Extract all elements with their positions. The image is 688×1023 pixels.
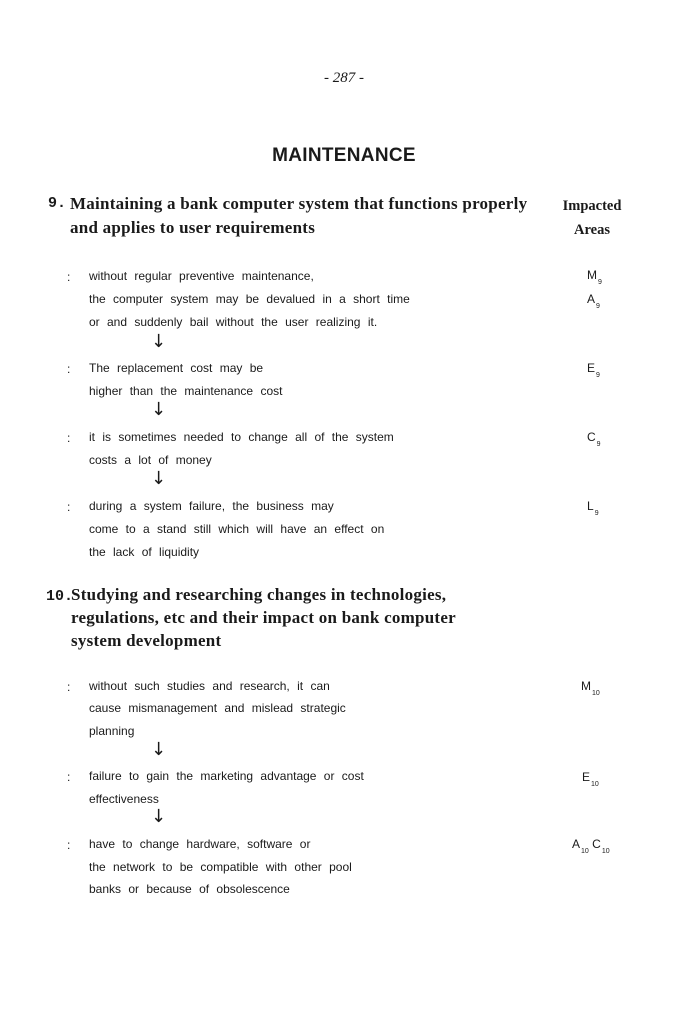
- item-text-line: or and suddenly bail without the user realizing it.: [89, 315, 378, 329]
- item-text-line: the lack of liquidity: [89, 545, 200, 559]
- section-10-heading-line-1: Studying and researching changes in technologies,: [71, 585, 447, 604]
- item-bullet-colon: :: [67, 270, 71, 284]
- item-text-line: costs a lot of money: [89, 453, 212, 467]
- impact-code: $E_9$: [587, 361, 600, 379]
- item-bullet-colon: :: [67, 770, 71, 784]
- item-text-line: during a system failure, the business may: [89, 499, 334, 513]
- item-text-line: come to a stand still which will have an effect on: [89, 522, 385, 536]
- impact-code: $E_{10}$: [582, 770, 599, 788]
- impact-code: $M_9$: [587, 268, 602, 286]
- item-text-line: The replacement cost may be: [89, 361, 264, 375]
- item-text-line: without such studies and research, it can: [89, 679, 330, 693]
- down-arrow-icon: ↓: [151, 399, 167, 420]
- impact-code: $C_9$: [587, 430, 601, 448]
- item-text-line: without regular preventive maintenance,: [89, 269, 314, 283]
- item-text-line: effectiveness: [89, 792, 159, 806]
- item-bullet-colon: :: [67, 362, 71, 376]
- item-text-line: cause mismanagement and mislead strategic: [89, 701, 346, 715]
- down-arrow-icon: ↓: [151, 468, 167, 489]
- item-text-line: the network to be compatible with other pool: [89, 860, 352, 874]
- impact-header-line-2: Areas: [574, 222, 610, 238]
- section-10-heading-line-2: regulations, etc and their impact on bank computer: [71, 608, 456, 627]
- item-text-line: have to change hardware, software or: [89, 837, 311, 851]
- section-9-heading-line-2: and applies to user requirements: [70, 218, 316, 237]
- impact-code: $A_9$: [587, 292, 600, 310]
- item-text-line: banks or because of obsolescence: [89, 882, 290, 896]
- section-9-heading-line-1: Maintaining a bank computer system that functions properly: [70, 194, 528, 213]
- down-arrow-icon: ↓: [151, 331, 167, 352]
- page-number: - 287 -: [324, 70, 364, 86]
- item-bullet-colon: :: [67, 500, 71, 514]
- impact-header-line-1: Impacted: [562, 198, 622, 214]
- item-bullet-colon: :: [67, 838, 71, 852]
- impact-code-pair: $A_{10}$ $C_{10}$: [572, 837, 610, 855]
- item-text-line: failure to gain the marketing advantage or cost: [89, 769, 364, 783]
- impact-code: $L_9$: [587, 499, 599, 517]
- section-10-number: 10.: [46, 588, 74, 605]
- section-10-heading-line-3: system development: [71, 631, 222, 650]
- impact-code: $M_{10}$: [581, 679, 600, 697]
- item-bullet-colon: :: [67, 431, 71, 445]
- item-text-line: it is sometimes needed to change all of the system: [89, 430, 394, 444]
- item-text-line: the computer system may be devalued in a short time: [89, 292, 410, 306]
- down-arrow-icon: ↓: [151, 739, 167, 760]
- down-arrow-icon: ↓: [151, 806, 167, 827]
- item-bullet-colon: :: [67, 680, 71, 694]
- section-9-number: 9.: [48, 195, 67, 212]
- item-text-line: planning: [89, 724, 135, 738]
- item-text-line: higher than the maintenance cost: [89, 384, 283, 398]
- page-title: MAINTENANCE: [272, 145, 416, 166]
